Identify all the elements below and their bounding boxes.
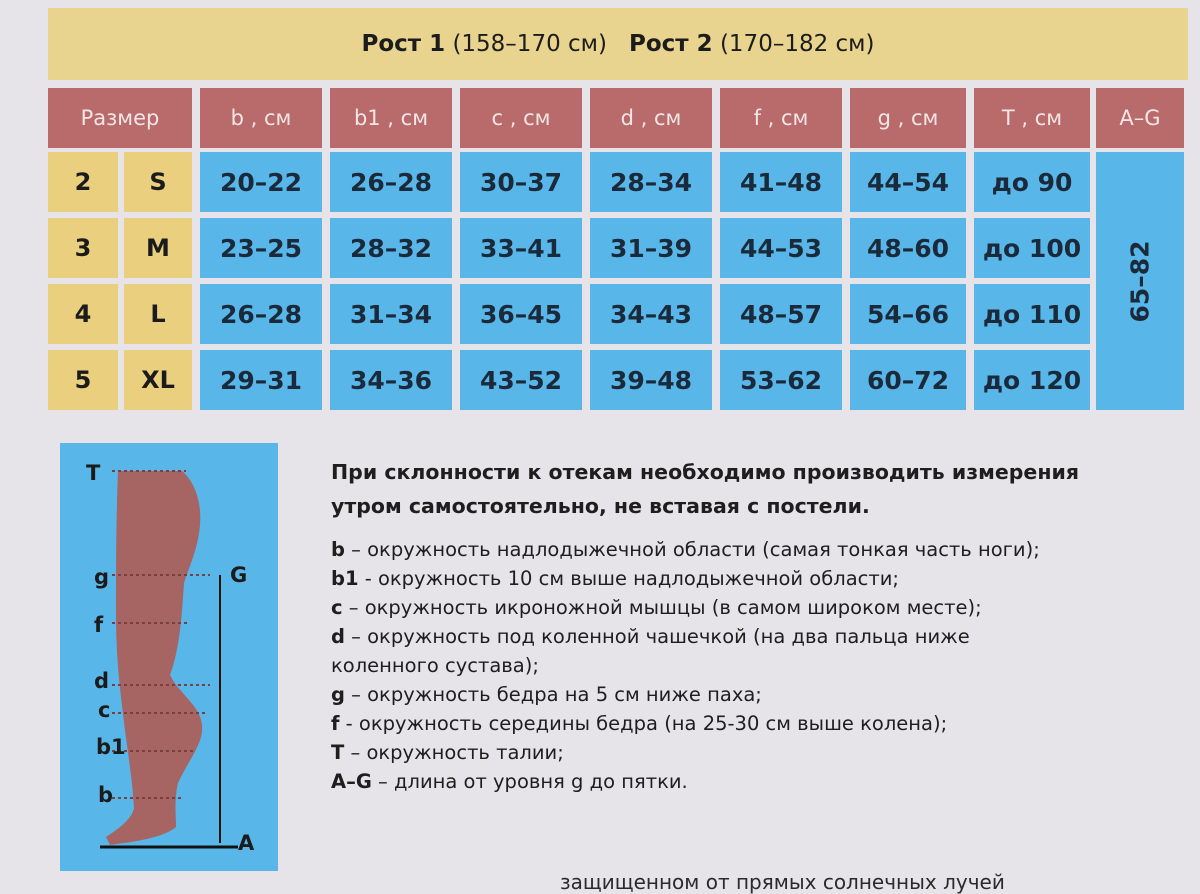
value-cell: 43–52	[460, 350, 582, 410]
value-cell: 44–53	[720, 218, 842, 278]
height1-range: (158–170 см)	[452, 31, 607, 57]
value-cell: до 100	[974, 218, 1090, 278]
header-ag: A–G	[1096, 88, 1184, 148]
size-letter: L	[124, 284, 192, 344]
header-d: d , см	[590, 88, 712, 148]
value-cell: до 120	[974, 350, 1090, 410]
definition-line: T – окружность талии;	[331, 741, 564, 764]
value-cell: 44–54	[850, 152, 966, 212]
size-number: 2	[48, 152, 118, 212]
value-cell: 48–57	[720, 284, 842, 344]
label-g-upper: G	[230, 563, 248, 587]
value-cell: 48–60	[850, 218, 966, 278]
header-b1: b1 , см	[330, 88, 452, 148]
size-letter: M	[124, 218, 192, 278]
value-cell: 30–37	[460, 152, 582, 212]
ag-length-value: 65–82	[1125, 239, 1155, 323]
header-size: Размер	[48, 88, 192, 148]
value-cell: 28–34	[590, 152, 712, 212]
value-cell: 34–36	[330, 350, 452, 410]
definition-line: c – окружность икроножной мышцы (в самом широком месте);	[331, 596, 982, 619]
leg-silhouette	[106, 471, 202, 845]
value-cell: 28–32	[330, 218, 452, 278]
height-title-bar	[48, 8, 1188, 80]
label-f: f	[94, 613, 104, 637]
cut-off-text: защищенном от прямых солнечных лучей	[560, 870, 1005, 894]
definition-line: b – окружность надлодыжечной области (самая тонкая часть ноги);	[331, 538, 1040, 561]
height2-label: Рост 2	[629, 31, 713, 57]
size-number: 4	[48, 284, 118, 344]
height1-label: Рост 1	[361, 31, 446, 57]
ag-length-cell	[1096, 152, 1184, 410]
label-b1: b1	[96, 735, 126, 759]
value-cell: до 90	[974, 152, 1090, 212]
height2-range: (170–182 см)	[719, 31, 875, 57]
value-cell: 34–43	[590, 284, 712, 344]
label-c: c	[98, 698, 111, 722]
definition-line: g – окружность бедра на 5 см ниже паха;	[331, 683, 762, 706]
size-letter: XL	[124, 350, 192, 410]
definition-line: d – окружность под коленной чашечкой (на два пальца ниже	[331, 625, 970, 648]
value-cell: 31–39	[590, 218, 712, 278]
value-cell: 29–31	[200, 350, 322, 410]
size-letter: S	[124, 152, 192, 212]
intro-note: При склонности к отекам необходимо производить измерения утром самостоятельно, не вставая с постели.	[331, 460, 1080, 518]
value-cell: 53–62	[720, 350, 842, 410]
value-cell: 23–25	[200, 218, 322, 278]
size-number: 3	[48, 218, 118, 278]
value-cell: 33–41	[460, 218, 582, 278]
label-g: g	[94, 565, 110, 589]
definition-line: f - окружность середины бедра (на 25-30 см выше колена);	[331, 712, 948, 735]
definition-line: b1 - окружность 10 см выше надлодыжечной области;	[331, 567, 899, 590]
value-cell: 26–28	[200, 284, 322, 344]
label-t: T	[86, 461, 101, 485]
value-cell: 36–45	[460, 284, 582, 344]
size-number: 5	[48, 350, 118, 410]
label-b: b	[98, 783, 114, 807]
leg-measurement-diagram	[60, 443, 278, 871]
value-cell: 60–72	[850, 350, 966, 410]
value-cell: 54–66	[850, 284, 966, 344]
header-c: c , см	[460, 88, 582, 148]
value-cell: 31–34	[330, 284, 452, 344]
leg-illustration	[60, 443, 278, 871]
measurement-instructions	[331, 455, 1197, 796]
value-cell: 41–48	[720, 152, 842, 212]
value-cell: 20–22	[200, 152, 322, 212]
header-f: f , см	[720, 88, 842, 148]
value-cell: до 110	[974, 284, 1090, 344]
value-cell: 39–48	[590, 350, 712, 410]
header-b: b , см	[200, 88, 322, 148]
header-g: g , см	[850, 88, 966, 148]
label-d: d	[94, 669, 110, 693]
label-a: A	[238, 831, 255, 855]
definition-line: коленного сустава);	[331, 654, 539, 677]
definition-line: A–G – длина от уровня g до пятки.	[331, 770, 688, 793]
header-t: T , см	[974, 88, 1090, 148]
value-cell: 26–28	[330, 152, 452, 212]
